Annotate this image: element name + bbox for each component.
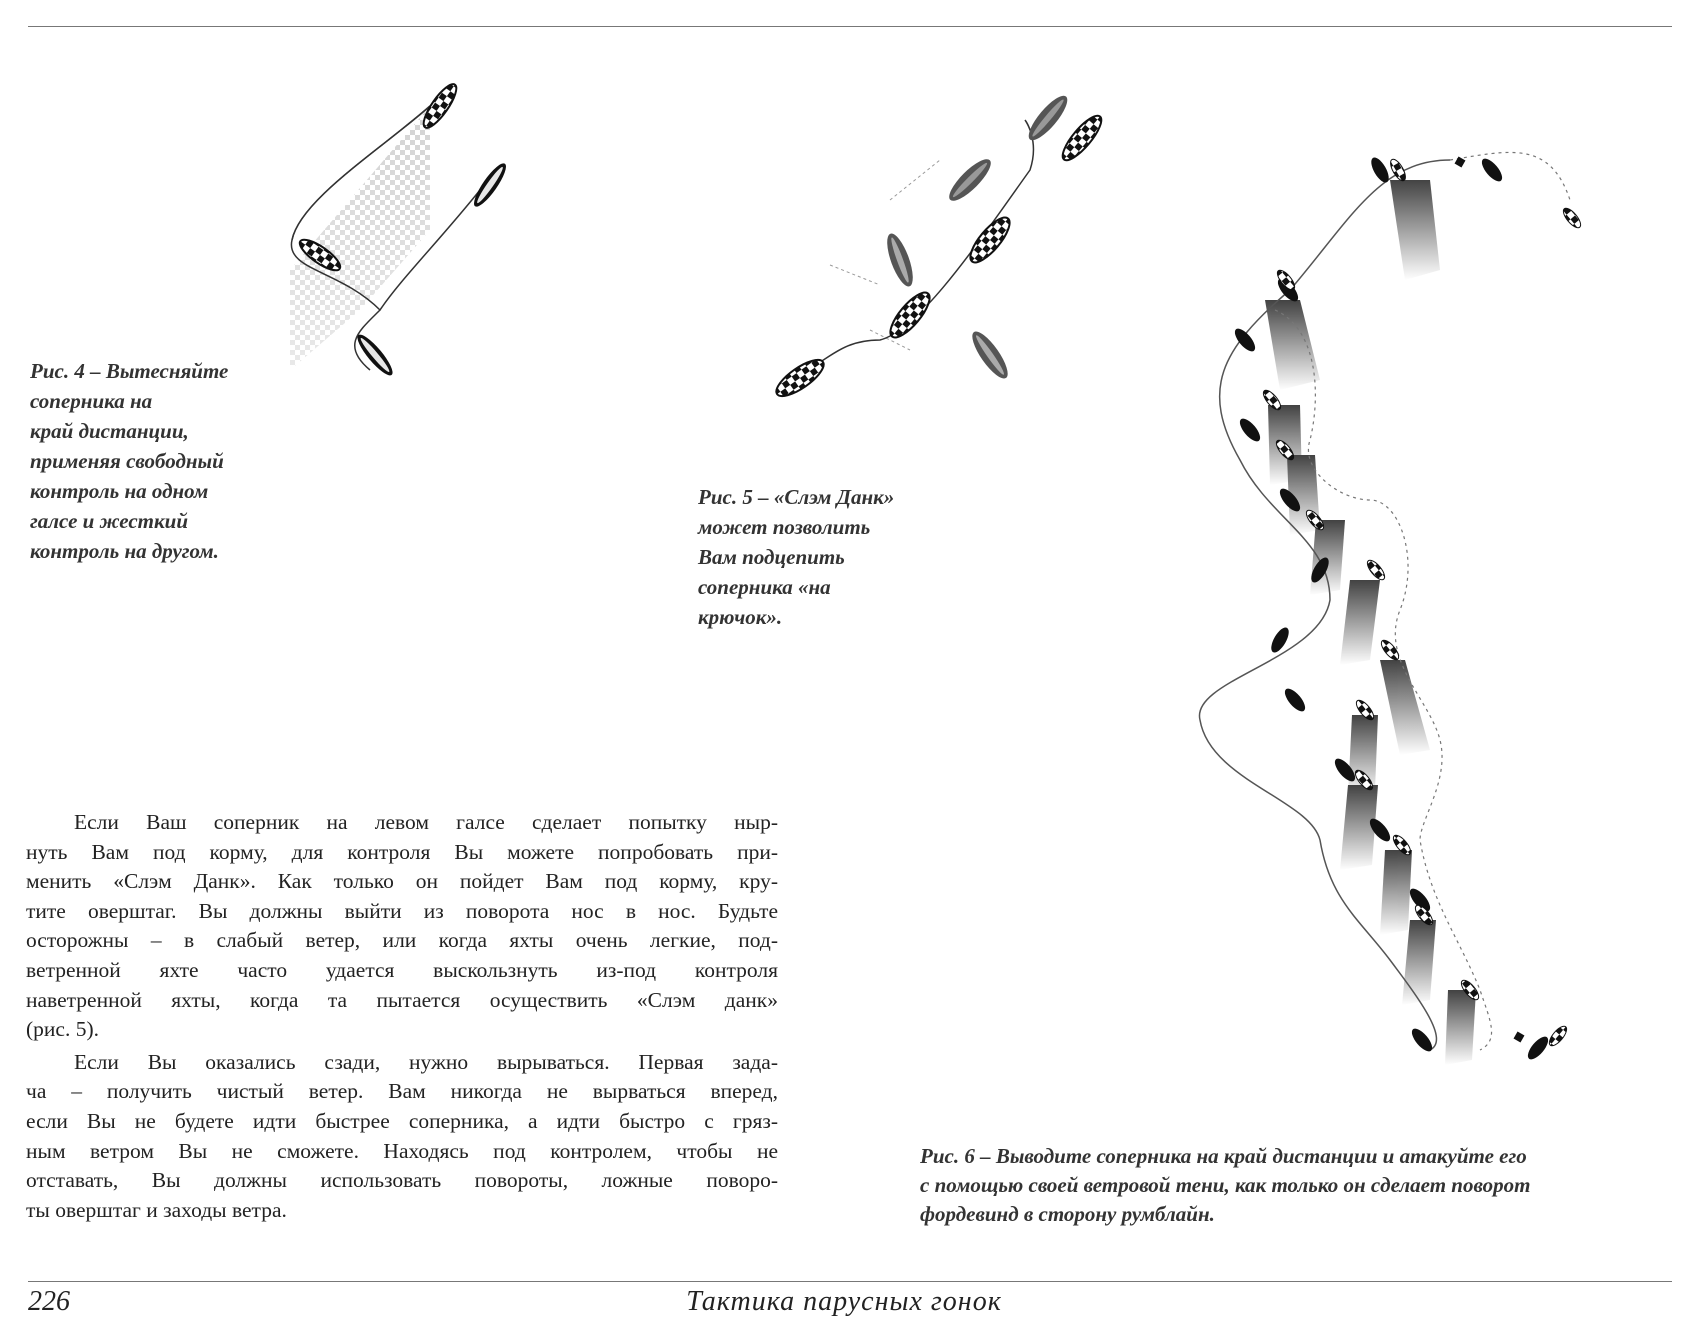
figure-4-caption: [30, 356, 330, 566]
caption-line: контроль на одном: [30, 479, 209, 503]
boat-black: [469, 160, 510, 211]
text-line: Если Ваш соперник на левом галсе сделает попытку ныр-: [74, 810, 778, 834]
text-line: Если Вы оказались сзади, нужно вырываться. Первая зада-: [74, 1049, 778, 1074]
text-line: если Вы не будете идти быстрее соперника, а идти быстро с гряз-: [26, 1108, 778, 1133]
top-rule: [28, 26, 1672, 27]
text-line: осторожны – в слабый ветер, или когда яхты очень легкие, под-: [26, 928, 778, 953]
text-line: наветренной яхты, когда та пытается осуществить «Слэм данк»: [26, 987, 778, 1012]
boat-checkered: [419, 80, 462, 132]
boat-checkered: [1057, 111, 1107, 165]
figure-4-diagram: [280, 70, 540, 400]
boat-grey: [1023, 91, 1073, 145]
caption-line: край дистанции,: [30, 419, 189, 443]
caption-line: фордевинд в сторону румблайн.: [920, 1202, 1215, 1226]
boat-grey: [944, 154, 996, 206]
caption-line: Рис. 4 – Вытесняйте: [30, 359, 229, 383]
caption-line: галсе и жесткий: [30, 509, 188, 533]
caption-line: контроль на другом.: [30, 539, 219, 563]
text-line: (рис. 5).: [26, 1017, 99, 1042]
paragraph: [26, 808, 778, 1045]
boat-black: [353, 331, 397, 380]
caption-line: крючок».: [698, 605, 783, 629]
caption-line: Рис. 5 – «Слэм Данк»: [698, 485, 895, 509]
caption-line: соперника «на: [698, 575, 831, 599]
text-line: ветренной яхте часто удается выскользнуть из-под контроля: [26, 957, 778, 982]
paragraph: [26, 1048, 778, 1226]
caption-line: может позволить: [698, 515, 871, 539]
body-text: [26, 808, 778, 1225]
caption-line: Рис. 6 – Выводите соперника на край дистанции и атакуйте его: [920, 1144, 1527, 1168]
boats-black: [1455, 155, 1552, 1062]
caption-line: применяя свободный: [30, 449, 224, 473]
text-line: нуть Вам под корму, для контроля Вы можете попробовать при-: [26, 839, 778, 864]
boat-grey: [967, 327, 1014, 383]
figure-6-diagram: [1180, 140, 1600, 1080]
running-title: Тактика парусных гонок: [686, 1286, 1002, 1317]
page-number: 226: [28, 1286, 70, 1317]
wind-shadows: [1265, 180, 1476, 1065]
text-line: ча – получить чистый ветер. Вам никогда не вырваться вперед,: [26, 1079, 778, 1104]
text-line: тите оверштаг. Вы должны выйти из поворота нос в нос. Будьте: [26, 898, 778, 923]
figure-5-caption: [698, 482, 978, 632]
text-line: ты оверштаг и заходы ветра.: [26, 1197, 287, 1222]
boat-checkered: [771, 354, 828, 403]
boat-checkered: [884, 287, 935, 343]
text-line: отставать, Вы должны использовать повороты, ложные поворо-: [26, 1168, 778, 1193]
boat-grey: [882, 231, 918, 290]
caption-line: с помощью своей ветровой тени, как только он сделает поворот: [920, 1173, 1531, 1197]
caption-line: соперника на: [30, 389, 153, 413]
caption-line: Вам подцепить: [698, 545, 845, 569]
text-line: менить «Слэм Данк». Как только он пойдет Вам под корму, кру-: [26, 869, 778, 894]
text-line: ным ветром Вы не сможете. Находясь под контролем, чтобы не: [26, 1138, 778, 1163]
figure-5-diagram: [770, 80, 1130, 420]
figure-6-caption: [920, 1142, 1680, 1229]
boats-checkered: [1260, 157, 1583, 1048]
bottom-rule: [28, 1281, 1672, 1282]
boat-checkered: [964, 212, 1015, 268]
